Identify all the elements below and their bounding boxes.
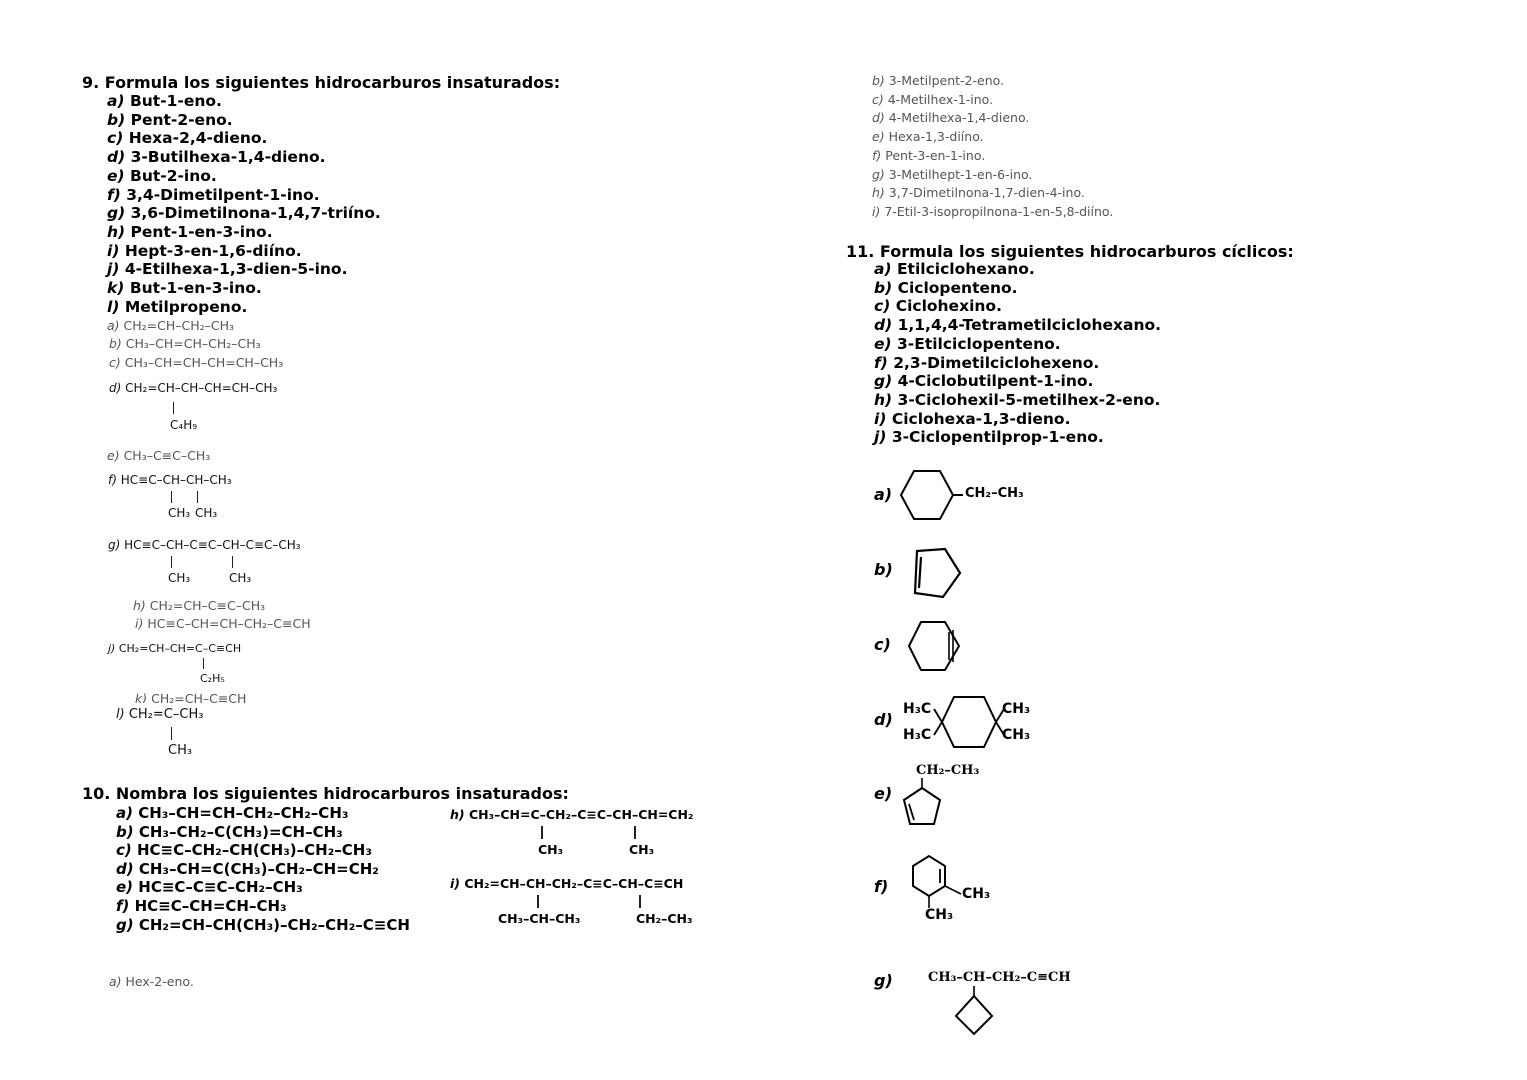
cyclopentene-icon — [905, 543, 965, 603]
bond-line — [171, 556, 172, 568]
ex11-question-item: c) Ciclohexino. — [874, 297, 1002, 316]
ex11-structure-f-methyl-2: CH₃ — [925, 907, 954, 923]
ex9-answer-l: l) CH₂=C–CH₃ — [116, 707, 204, 722]
ex10-item-h-branch-1: CH₃ — [538, 842, 564, 857]
ex11-structure-e-substituent: CH₂–CH₃ — [916, 763, 980, 778]
ex9-answer-f: f) HC≡C–CH–CH–CH₃ — [108, 473, 232, 487]
ex11-structure-d-methyl-tr: CH₃ — [1002, 701, 1031, 717]
ex10-answer-item: h) 3,7-Dimetilnona-1,7-dien-4-ino. — [872, 185, 1085, 201]
ex11-structure-d-methyl-br: CH₃ — [1002, 727, 1031, 743]
ex9-question-item: d) 3-Butilhexa-1,4-dieno. — [107, 148, 326, 167]
ex11-question-item: a) Etilciclohexano. — [874, 260, 1035, 278]
tetramethylcyclohexane-icon — [928, 692, 1008, 752]
ex10-item-i-branch-2: CH₂–CH₃ — [636, 911, 693, 926]
ex11-structure-g-label: g) — [874, 971, 893, 990]
ex11-structure-b-label: b) — [874, 560, 893, 579]
ex9-answer-g-branch-2: CH₃ — [229, 571, 252, 585]
bond-line — [639, 895, 641, 908]
ex9-answer-f-branch-1: CH₃ — [168, 506, 191, 520]
ex10-answer-item: d) 4-Metilhexa-1,4-dieno. — [872, 110, 1030, 126]
ex9-answer-d-branch: C₄H₉ — [170, 418, 198, 432]
ex9-question-item: k) But-1-en-3-ino. — [107, 279, 262, 297]
ex9-answer-i: i) HC≡C–CH=CH–CH₂–C≡CH — [135, 616, 311, 631]
ex11-structure-g-chain: CH₃–CH–CH₂–C≡CH — [928, 970, 1071, 985]
ex9-answer-l-branch: CH₃ — [168, 743, 193, 758]
ex10-item-h-branch-2: CH₃ — [629, 842, 655, 857]
ex9-question-item: l) Metilpropeno. — [107, 297, 248, 316]
ex10-formula-item: g) CH₂=CH–CH(CH₃)–CH₂–CH₂–C≡CH — [116, 915, 410, 934]
ex10-item-i: i) CH₂=CH–CH–CH₂–C≡C–CH–C≡CH — [450, 876, 684, 891]
bond-line — [173, 402, 174, 414]
ex9-question-item: b) Pent-2-eno. — [107, 110, 233, 129]
ex11-structure-d-label: d) — [874, 710, 893, 729]
ex9-answer-e: e) CH₃–C≡C–CH₃ — [107, 448, 211, 463]
ex11-question-item: e) 3-Etilciclopenteno. — [874, 334, 1061, 353]
ex11-structure-a-label: a) — [874, 485, 893, 504]
ex10-formula-item: f) HC≡C–CH=CH–CH₃ — [116, 897, 287, 915]
ex10-formula-item: a) CH₃–CH=CH–CH₂–CH₂–CH₃ — [116, 804, 349, 822]
ex10-answer-item: c) 4-Metilhex-1-ino. — [872, 91, 994, 107]
ex11-question-item: b) Ciclopenteno. — [874, 278, 1018, 297]
ex10-formula-item: c) HC≡C–CH₂–CH(CH₃)–CH₂–CH₃ — [116, 841, 372, 860]
ex10-answer-item: g) 3-Metilhept-1-en-6-ino. — [872, 166, 1033, 182]
ex11-question-item: i) Ciclohexa-1,3-dieno. — [874, 409, 1071, 428]
ex9-answer-k: k) CH₂=CH–C≡CH — [135, 691, 247, 703]
ex10-formula-item: d) CH₃–CH=C(CH₃)–CH₂–CH=CH₂ — [116, 859, 379, 878]
ex9-question-item: f) 3,4-Dimetilpent-1-ino. — [107, 185, 320, 204]
ex10-item-i-branch-1: CH₃–CH–CH₃ — [498, 911, 581, 926]
bond-line — [171, 727, 172, 740]
ex9-question-item: g) 3,6-Dimetilnona-1,4,7-triíno. — [107, 204, 381, 223]
ex11-structure-a-substituent: CH₂–CH₃ — [965, 486, 1024, 501]
ex9-answer-c: c) CH₃–CH=CH–CH=CH–CH₃ — [109, 355, 284, 370]
bond-line — [197, 491, 198, 503]
ex11-question-item: d) 1,1,4,4-Tetrametilciclohexano. — [874, 316, 1162, 335]
ex10-formula-item: b) CH₃–CH₂–C(CH₃)=CH–CH₃ — [116, 822, 343, 841]
ex10-item-h: h) CH₃–CH=C–CH₂–C≡C–CH–CH=CH₂ — [450, 807, 694, 822]
ex9-answer-d: d) CH₂=CH–CH–CH=CH–CH₃ — [109, 381, 278, 395]
ex9-answer-g-branch-1: CH₃ — [168, 571, 191, 585]
ex11-question-item: j) 3-Ciclopentilprop-1-eno. — [874, 428, 1104, 447]
ex10-answer-item: a) Hex-2-eno. — [109, 974, 194, 989]
ex10-formula-item: e) HC≡C–C≡C–CH₂–CH₃ — [116, 878, 303, 897]
ex9-answer-j-branch: C₂H₅ — [200, 672, 225, 685]
bond-line — [171, 491, 172, 503]
ex9-answer-b: b) CH₃–CH=CH–CH₂–CH₃ — [109, 336, 261, 351]
ex9-question-item: e) But-2-ino. — [107, 166, 217, 185]
ex11-structure-f-label: f) — [874, 877, 889, 896]
bond-line — [203, 658, 204, 669]
ex11-title: 11. Formula los siguientes hidrocarburos cíclicos: — [846, 242, 1294, 261]
cyclohexane-icon — [895, 465, 965, 525]
ex9-question-item: c) Hexa-2,4-dieno. — [107, 129, 268, 148]
ex9-title: 9. Formula los siguientes hidrocarburos insaturados: — [82, 73, 561, 92]
ex9-answer-g: g) HC≡C–CH–C≡C–CH–C≡C–CH₃ — [108, 538, 301, 552]
ex9-answer-j: j) CH₂=CH–CH=C–C≡CH — [108, 642, 242, 655]
ex10-answer-item: f) Pent-3-en-1-ino. — [872, 147, 986, 163]
ex11-structure-f-methyl-1: CH₃ — [962, 886, 991, 902]
ex9-question-item: h) Pent-1-en-3-ino. — [107, 222, 273, 241]
ethylcyclopentene-icon — [898, 778, 948, 830]
ex11-structure-c-label: c) — [874, 635, 891, 654]
ex10-answer-item: e) Hexa-1,3-diíno. — [872, 129, 984, 145]
ex10-answer-item: i) 7-Etil-3-isopropilnona-1-en-5,8-diíno. — [872, 203, 1114, 219]
bond-line — [537, 895, 539, 908]
cyclohexyne-icon — [903, 614, 967, 676]
ex11-structure-d-methyl-tl: H₃C — [903, 701, 932, 717]
bond-line — [541, 826, 543, 839]
ex9-answer-a: a) CH₂=CH–CH₂–CH₃ — [107, 318, 235, 333]
ex11-structure-e-label: e) — [874, 784, 893, 803]
ex11-question-item: g) 4-Ciclobutilpent-1-ino. — [874, 372, 1094, 391]
dimethylcyclohexene-icon — [905, 852, 965, 910]
bond-line — [232, 556, 233, 568]
ex9-question-item: i) Hept-3-en-1,6-diíno. — [107, 241, 302, 260]
ex9-answer-f-branch-2: CH₃ — [195, 506, 218, 520]
bond-line — [634, 826, 636, 839]
ex11-structure-d-methyl-bl: H₃C — [903, 727, 932, 743]
cyclobutyl-icon — [950, 986, 998, 1038]
ex10-answer-item: b) 3-Metilpent-2-eno. — [872, 73, 1005, 88]
ex10-title: 10. Nombra los siguientes hidrocarburos insaturados: — [82, 784, 569, 803]
ex11-question-item: h) 3-Ciclohexil-5-metilhex-2-eno. — [874, 390, 1161, 409]
ex9-question-item: a) But-1-eno. — [107, 92, 222, 110]
ex9-answer-h: h) CH₂=CH–C≡C–CH₃ — [133, 598, 266, 613]
ex11-question-item: f) 2,3-Dimetilciclohexeno. — [874, 353, 1100, 372]
ex9-question-item: j) 4-Etilhexa-1,3-dien-5-ino. — [107, 260, 348, 279]
